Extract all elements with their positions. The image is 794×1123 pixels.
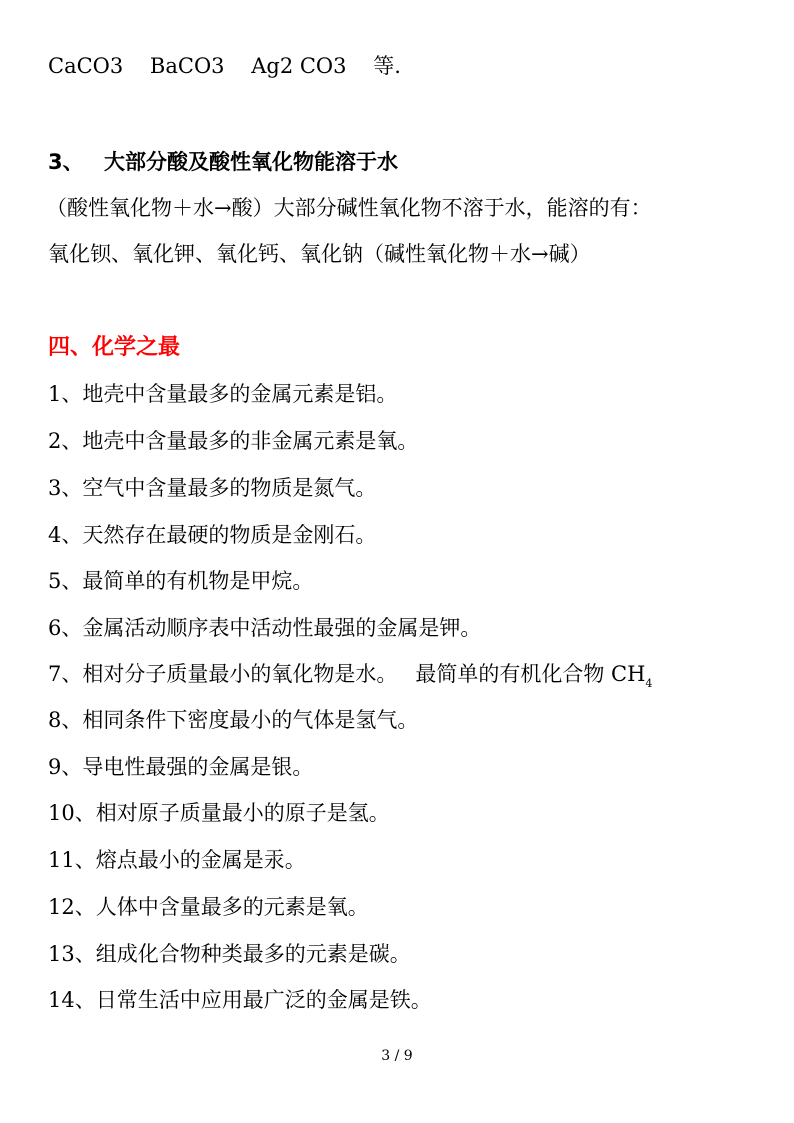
carbonate-examples xyxy=(48,52,421,80)
rule-3-number: 3、 xyxy=(48,150,84,174)
fact-item: 1、地壳中含量最多的金属元素是铝。 xyxy=(48,382,398,406)
fact-7-extra: 最简单的有机化合物 CH xyxy=(415,662,646,686)
formula-baco3: BaCO3 xyxy=(149,54,225,78)
fact-item: 4、天然存在最硬的物质是金刚石。 xyxy=(48,523,377,547)
ch4-subscript: 4 xyxy=(645,677,653,690)
fact-item: 11、熔点最小的金属是汞。 xyxy=(48,848,306,872)
fact-item: 5、最简单的有机物是甲烷。 xyxy=(48,569,314,593)
rule-3-title: 大部分酸及酸性氧化物能溶于水 xyxy=(104,150,398,174)
section-title: 四、化学之最 xyxy=(48,335,181,360)
fact-item: 12、人体中含量最多的元素是氧。 xyxy=(48,895,369,919)
fact-item: 6、金属活动顺序表中活动性最强的金属是钾。 xyxy=(48,616,482,640)
formula-caco3: CaCO3 xyxy=(48,54,124,78)
page-number: 3 / 9 xyxy=(381,1048,413,1064)
fact-item: 9、导电性最强的金属是银。 xyxy=(48,755,314,779)
formula-etc: 等. xyxy=(373,54,401,78)
fact-item: 2、地壳中含量最多的非金属元素是氧。 xyxy=(48,429,419,453)
fact-item: 14、日常生活中应用最广泛的金属是铁。 xyxy=(48,988,432,1012)
formula-ag2co3: Ag2 CO3 xyxy=(251,54,347,78)
fact-item: 8、相同条件下密度最小的气体是氢气。 xyxy=(48,708,419,732)
fact-item: 13、组成化合物种类最多的元素是碳。 xyxy=(48,942,411,966)
fact-item-7 xyxy=(48,660,652,692)
rule-3-heading xyxy=(48,148,398,176)
fact-item: 3、空气中含量最多的物质是氮气。 xyxy=(48,476,377,500)
fact-item: 10、相对原子质量最小的原子是氢。 xyxy=(48,801,390,825)
fact-7-text: 7、相对分子质量最小的氧化物是水。 xyxy=(48,662,398,686)
rule-3-line-2: 氧化钡、氧化钾、氧化钙、氧化钠（碱性氧化物＋水→碱） xyxy=(48,242,591,266)
rule-3-line-1: （酸性氧化物＋水→酸）大部分碱性氧化物不溶于水，能溶的有： xyxy=(46,196,652,220)
